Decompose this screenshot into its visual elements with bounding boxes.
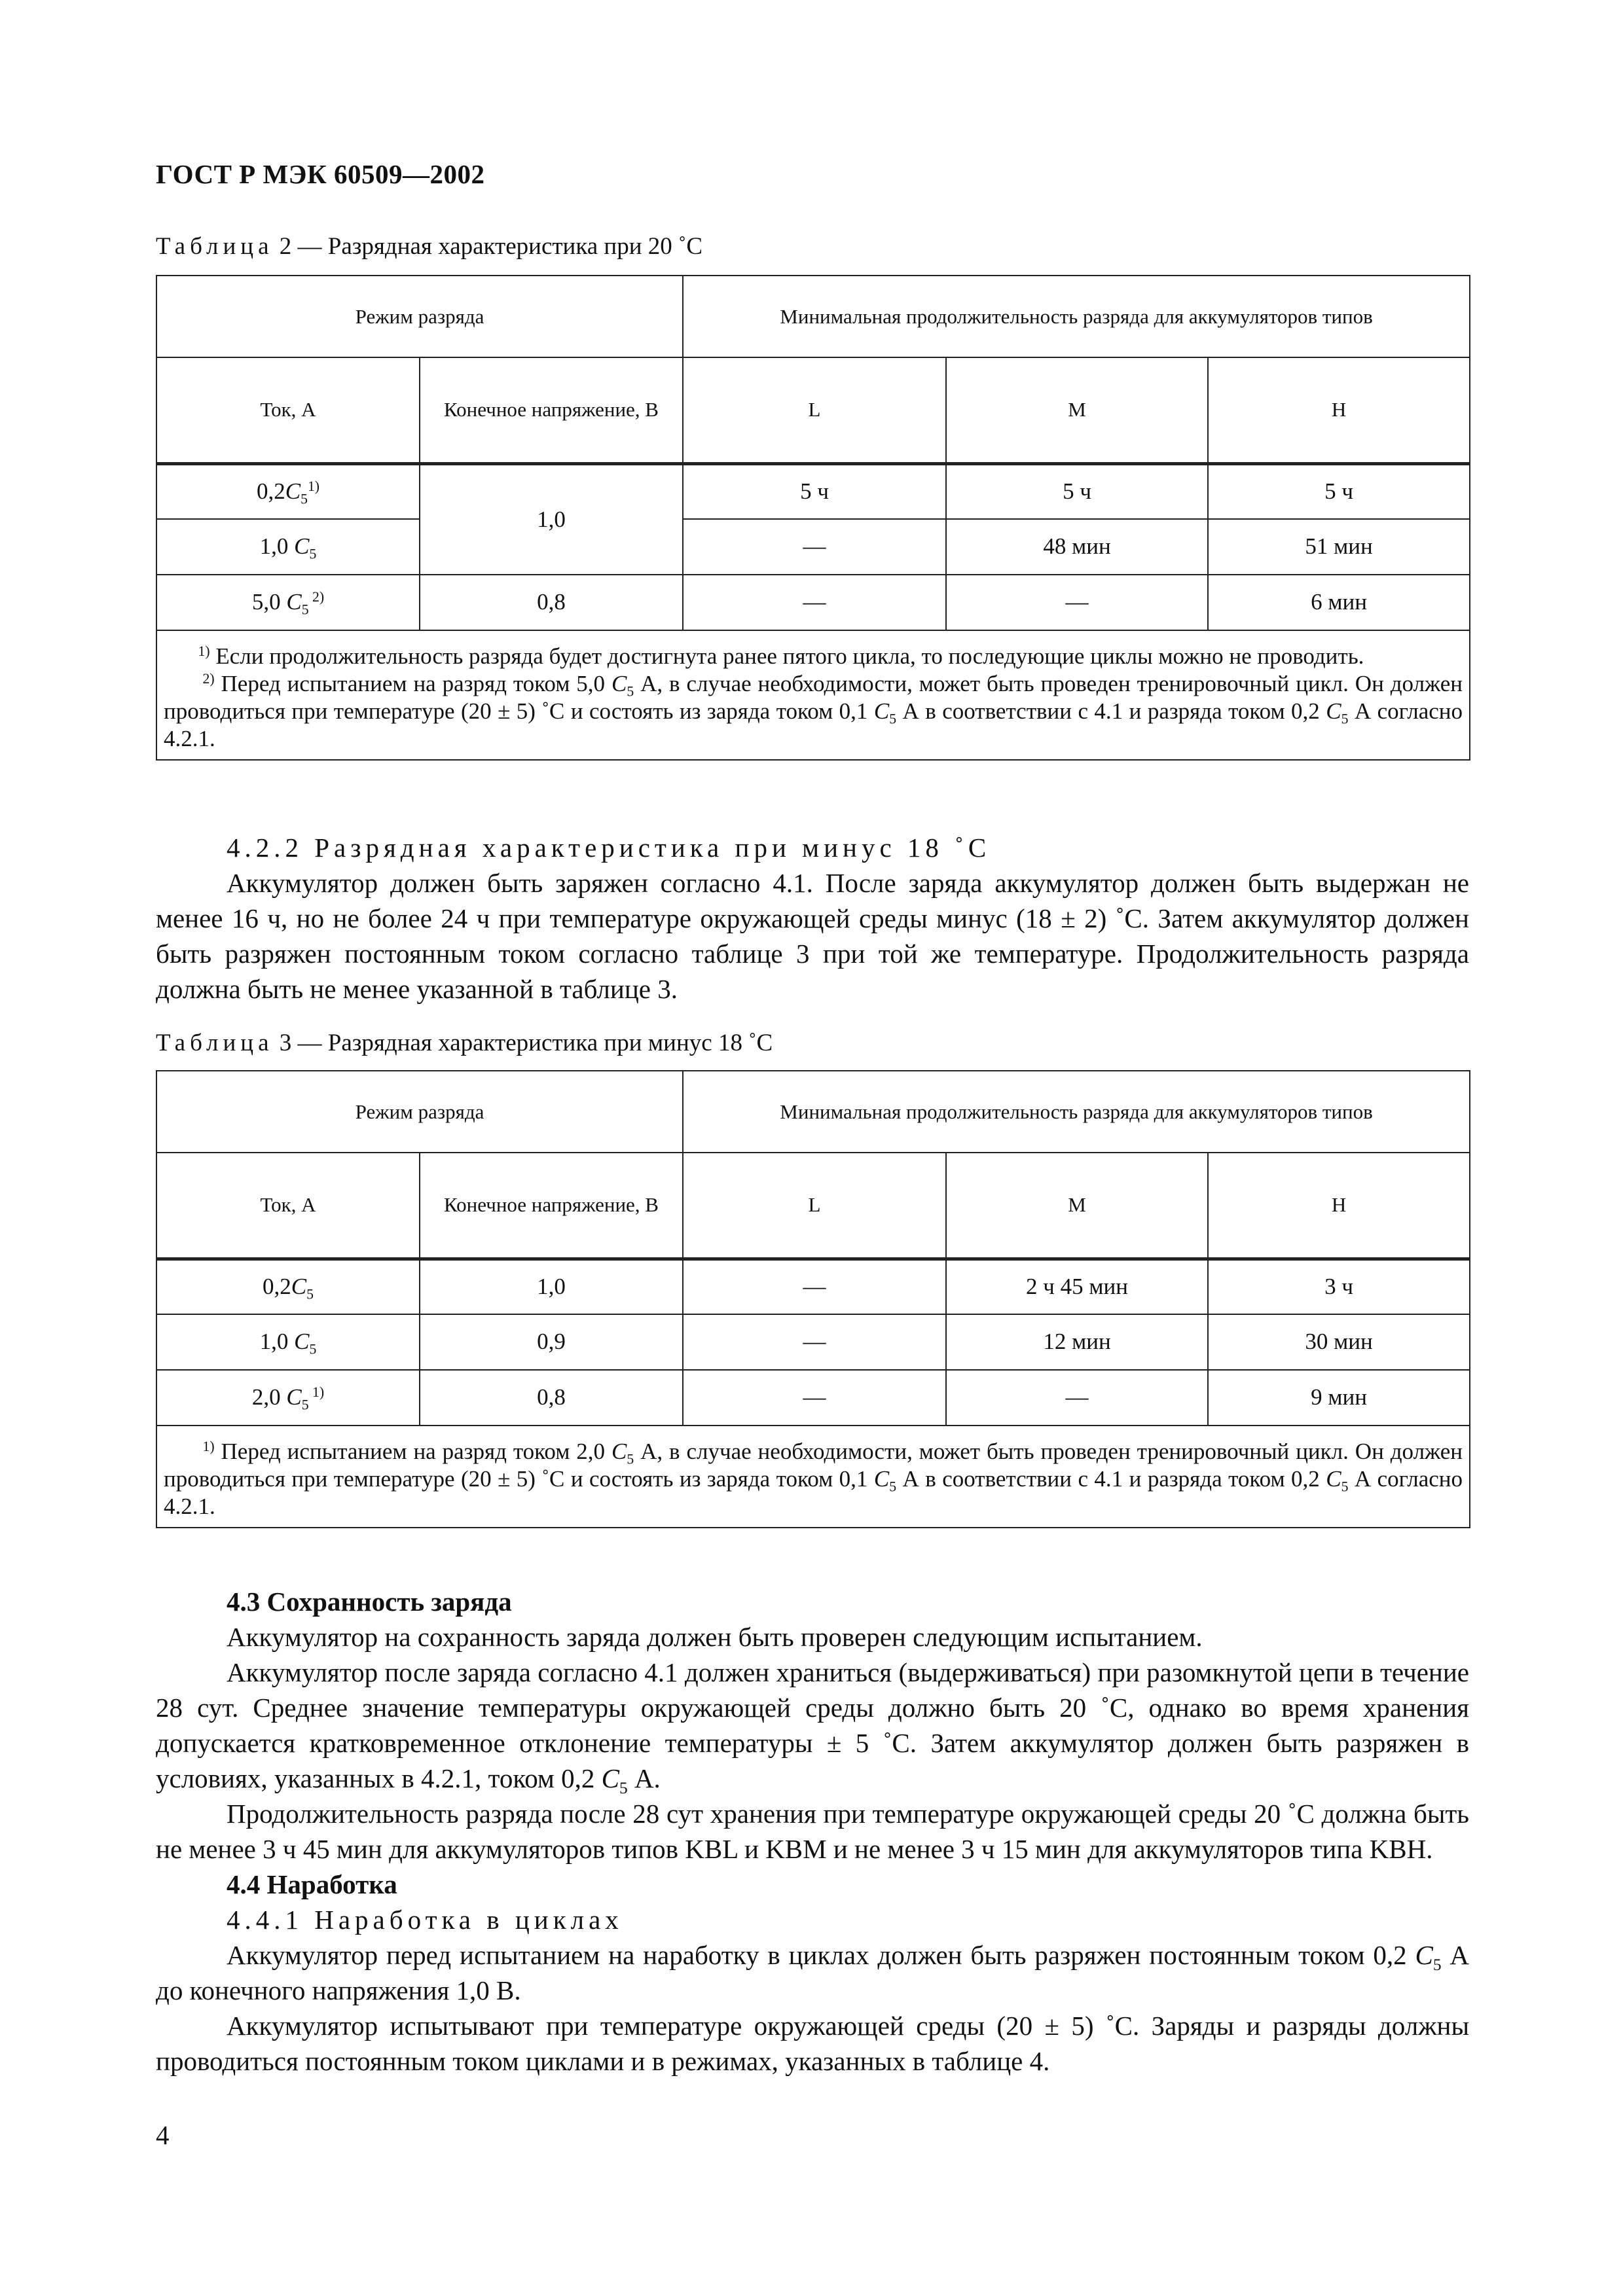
table3-row1-l: —: [683, 1259, 946, 1314]
table2-row2-current: 1,0 $C_5$: [156, 519, 420, 575]
table3-row1-voltage: 1,0: [420, 1259, 683, 1314]
table2-row3-voltage: 0,8: [420, 575, 683, 630]
table3-row2-h: 30 мин: [1208, 1314, 1470, 1370]
table3-row2-l: —: [683, 1314, 946, 1370]
table3-header-current: Ток, А: [156, 1153, 420, 1259]
table3-header-voltage: Конечное напряжение, В: [420, 1153, 683, 1259]
table2-footnote-1: $^{1)}$ Если продолжительность разряда будет достигнута ранее пятого цикла, то последующие циклы можно не проводить.: [198, 643, 1364, 669]
table3-header-type-l: L: [683, 1153, 946, 1259]
table3-column-header-row: [156, 1153, 1470, 1259]
document-header: ГОСТ Р МЭК 60509—2002: [156, 159, 485, 189]
section-4-3-paragraph-2: Аккумулятор после заряда согласно 4.1 должен храниться (выдерживаться) при разомкнутой цепи в течение 28 сут. Среднее значение температуры окружающей среды должно быть 20 ˚С, однако во время хранения допускается кратковременное отклонение температуры ± 5 ˚С. Затем аккумулятор должен быть разряжен в условиях, указанных в 4.2.1, током 0,2 $C_5$ А.: [156, 1657, 1469, 1797]
table3-header-type-m: M: [946, 1153, 1208, 1259]
table3-row1-m: 2 ч 45 мин: [946, 1259, 1208, 1314]
table3-row3-voltage: 0,8: [420, 1370, 683, 1426]
section-4-3-paragraph-3: Продолжительность разряда после 28 сут хранения при температуре окружающей среды 20 ˚С должна быть не менее 3 ч 45 мин для аккумуляторов типов KBL и KBM и не менее 3 ч 15 мин для аккумуляторов типа KBH.: [156, 1799, 1469, 1864]
table3-row1-h: 3 ч: [1208, 1259, 1470, 1314]
table3-header-type-h: H: [1208, 1153, 1470, 1259]
table-row: [156, 463, 1470, 519]
table3-footnote-1: $^{1)}$ Перед испытанием на разряд током 2,0 $C_5$ А, в случае необходимости, может быть проведен тренировочный цикл. Он должен проводиться при температуре (20 ± 5) ˚С и состоять из заряда током 0,1 $C_5$ А в соответствии с 4.1 и разряда током 0,2 $C_5$ А согласно 4.2.1.: [164, 1439, 1463, 1519]
section-4-4-1-paragraph-2: Аккумулятор испытывают при температуре окружающей среды (20 ± 5) ˚С. Заряды и разряды должны проводиться постоянным током циклами и в режимах, указанных в таблице 4.: [156, 2011, 1469, 2076]
table2-caption-word: Таблица: [156, 233, 274, 260]
table2: [156, 275, 1470, 761]
table3-row3-m: —: [946, 1370, 1208, 1426]
page-number: 4: [156, 2120, 170, 2150]
table3-caption-text: 3 — Разрядная характеристика при минус 18 ˚С: [273, 1030, 773, 1056]
table-row: [156, 1259, 1470, 1314]
table3-group-header-row: [156, 1071, 1470, 1153]
table3-row3-l: —: [683, 1370, 946, 1426]
table2-caption: [156, 232, 702, 260]
table2-header-type-l: L: [683, 357, 946, 463]
table3-header-mode: Режим разряда: [156, 1071, 683, 1153]
table3-row3-h: 9 мин: [1208, 1370, 1470, 1426]
table-row: [156, 1370, 1470, 1426]
table2-header-type-m: M: [946, 357, 1208, 463]
section-4-3-paragraph-1: Аккумулятор на сохранность заряда должен быть проверен следующим испытанием.: [227, 1622, 1203, 1652]
table-row: [156, 519, 1470, 575]
table2-header-duration: Минимальная продолжительность разряда для аккумуляторов типов: [683, 276, 1470, 357]
table3-caption-word: Таблица: [156, 1030, 274, 1056]
table2-row2-m: 48 мин: [946, 519, 1208, 575]
table3-row1-current: $0,2C_5$: [156, 1259, 420, 1314]
table3-footnotes: [156, 1426, 1470, 1528]
table3-footnotes-row: [156, 1426, 1470, 1528]
section-4-3-title: 4.3 Сохранность заряда: [227, 1587, 512, 1617]
table2-caption-text: 2 — Разрядная характеристика при 20 ˚С: [273, 233, 703, 260]
table2-row3-current: 5,0 $C_5$ $^{2)}$: [156, 575, 420, 630]
table2-row1-current: $0,2C_5^{1)}$: [156, 463, 420, 519]
table2-header-type-h: H: [1208, 357, 1470, 463]
table2-row1-l: 5 ч: [683, 463, 946, 519]
table2-header-current: Ток, А: [156, 357, 420, 463]
section-4-4-1-paragraph-1: Аккумулятор перед испытанием на наработку в циклах должен быть разряжен постоянным током 0,2 $C_5$ А до конечного напряжения 1,0 В.: [156, 1940, 1470, 2005]
table3-caption: [156, 1029, 773, 1057]
table2-header-voltage: Конечное напряжение, В: [420, 357, 683, 463]
table2-row3-l: —: [683, 575, 946, 630]
table3: [156, 1070, 1470, 1528]
section-4-4-1-title: 4.4.1 Наработка в циклах: [227, 1905, 623, 1935]
table2-row2-l: —: [683, 519, 946, 575]
table2-row1-m: 5 ч: [946, 463, 1208, 519]
table3-row2-voltage: 0,9: [420, 1314, 683, 1370]
table2-row3-h: 6 мин: [1208, 575, 1470, 630]
section-4-2-2-paragraph: Аккумулятор должен быть заряжен согласно 4.1. После заряда аккумулятор должен быть выдержан не менее 16 ч, но не более 24 ч при температуре окружающей среды минус (18 ± 2) ˚С. Затем аккумулятор должен быть разряжен постоянным током согласно таблице 3 при той же температуре. Продолжительность разряда должна быть не менее указанной в таблице 3.: [156, 868, 1469, 1004]
table2-row1-voltage: 1,0: [420, 463, 683, 575]
table3-row3-current: 2,0 $C_5$ $^{1)}$: [156, 1370, 420, 1426]
table2-footnote-2: $^{2)}$ Перед испытанием на разряд током 5,0 $C_5$ А, в случае необходимости, может быть проведен тренировочный цикл. Он должен проводиться при температуре (20 ± 5) ˚С и состоять из заряда током 0,1 $C_5$ А в соответствии с 4.1 и разряда током 0,2 $C_5$ А согласно 4.2.1.: [164, 671, 1463, 751]
table2-footnotes-row: [156, 630, 1470, 760]
section-4-4-title: 4.4 Наработка: [227, 1869, 397, 1899]
table2-row3-m: —: [946, 575, 1208, 630]
table2-row1-h: 5 ч: [1208, 463, 1470, 519]
section-4-3-and-4-4: [156, 1584, 1469, 2079]
table2-header-mode: Режим разряда: [156, 276, 683, 357]
table2-footnotes: [156, 630, 1470, 760]
section-4-2-2-title: 4.2.2 Разрядная характеристика при минус 18 ˚С: [227, 833, 991, 863]
table-row: [156, 575, 1470, 630]
table2-group-header-row: [156, 276, 1470, 357]
table3-header-duration: Минимальная продолжительность разряда для аккумуляторов типов: [683, 1071, 1470, 1153]
table2-column-header-row: [156, 357, 1470, 463]
table3-row2-current: 1,0 $C_5$: [156, 1314, 420, 1370]
table3-row2-m: 12 мин: [946, 1314, 1208, 1370]
section-4-2-2: [156, 830, 1469, 1007]
table-row: [156, 1314, 1470, 1370]
table2-row2-h: 51 мин: [1208, 519, 1470, 575]
